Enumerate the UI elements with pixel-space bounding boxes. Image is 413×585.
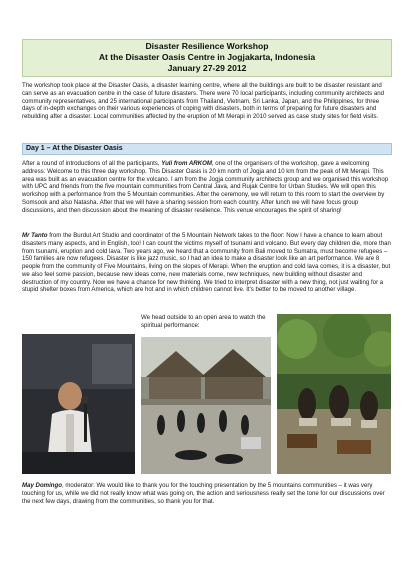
- paragraph-yuli-lead: After a round of introductions of all the participants,: [22, 160, 162, 167]
- paragraph-yuli: [22, 160, 392, 214]
- paragraph-may: [22, 482, 392, 505]
- photo-performance: [141, 337, 271, 474]
- photo-speaker: [22, 334, 135, 474]
- title-box: [22, 39, 392, 77]
- title-line-1: Disaster Resilience Workshop: [145, 41, 269, 51]
- paragraph-tanto: [22, 232, 392, 294]
- photo-musicians: [277, 314, 391, 474]
- paragraph-tanto-body: from the Burdut Art Studio and coordinator of the 5 Mountain Network takes to the floor: Now I have a chance to learn about disasters many aspects, and in English, too! I can count the victims myself of tsunami and volcano. But every day children die, more than from tsunami, eruption and cold lava. Two years ago, we heard that a community from Bali moved to Sumatra, must become refugees – 150 families are now refugees. Disaster is like jazz music, so I had an idea to make a disaster look like an art performance. We are 8 people from the community of Five Mountains, living on the slopes of Merapi. When the eruption and cold lava comes, it is a disaster, but we also feel some passion, because new ideas come, new materials come, new techniques, new building without disaster and destruction of my country. Now we have a chance for new thinking. We tried to interpret disaster with a new thing, not just waiting for a stupid shelter boxes from America, which are hot and in which children cannot live. It's better to be moved to another village.: [22, 232, 391, 294]
- speaker-yuli: Yuli from ARKOM: [161, 160, 212, 167]
- section-heading-day1: [22, 143, 392, 155]
- intro-paragraph: The workshop took place at the Disaster Oasis, a disaster learning centre, where all the buildings are built to be disaster resistant and can serve as an evacuation centre in the case of future disasters. There were 70 local participants, including community architects and community representatives, and 25 international participants from Thailand, Vietnam, Sri Lanka, Japan, and the Philippines, for three days of in-depth exchanges on their various experiences of coping with disasters, both in terms of preparing for future disasters and rebuilding after a disaster. Local communities affected by the eruption of Mt Merapi in 2010 served as case study sites for field visits.: [22, 82, 384, 120]
- speaker-tanto: Mr Tanto: [22, 232, 48, 239]
- title-line-2: At the Disaster Oasis Centre in Jogjakarta, Indonesia: [98, 52, 316, 63]
- title-line-3: January 27-29 2012: [167, 63, 247, 74]
- paragraph-may-body: , moderator: We would like to thank you for the touching presentation by the 5 mountains communities – it was very touching for us, while we did not really know what was going on, the action and seriousness really set the tone for our discussions over the next few days, drawing from the communities, so thank you for that.: [22, 482, 385, 505]
- speaker-may: May Domingo: [22, 482, 62, 489]
- paragraph-yuli-body: , one of the organisers of the workshop, gave a welcoming address: Welcome to this three day workshop. This Disaster Oasis is 20 km north of Jogja and 10 km from the peak of Mt Merapi. This area was built as an evacuation centre for the volcano. I am from the Jogja community architects group and we organised this workshop with UPC and friends from the five mountain communities from Central Java, and Rujak Centre for Urban Studies. We will open this workshop with a performance from the 5 Mountain communities. After the ceremony, we will return to this room to start the overview by Somsook and also Natasha. After that we will have a sharing session from each country. After lunch we will have focus group discussions, and then discussion about the meaning of disaster resilience. This venue encourages the spirit of sharing!: [22, 160, 389, 214]
- section-heading-text: Day 1 – At the Disaster Oasis: [26, 145, 123, 152]
- photo-caption: We head outside to an open area to watch the spiritual performance:: [141, 314, 266, 329]
